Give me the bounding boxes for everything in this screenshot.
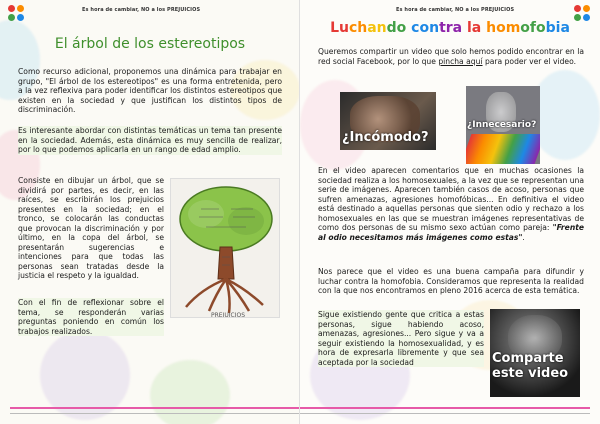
title-segment: tra xyxy=(439,20,467,36)
page-title: El árbol de los estereotipos xyxy=(54,36,246,52)
paragraph-video-intro xyxy=(318,47,584,66)
paragraph-video-description xyxy=(318,166,584,242)
bottom-rule-pink xyxy=(10,407,300,409)
title-segment: Lu xyxy=(330,20,349,36)
video-link[interactable]: pincha aquí xyxy=(438,56,483,66)
share-caption-line1: Comparte xyxy=(492,351,564,366)
right-page xyxy=(300,0,600,424)
page-header: Es hora de cambiar, NO a los PREJUICIOS xyxy=(82,7,201,13)
title-segment: con xyxy=(411,20,440,36)
thumbnail-caption: ¿Innecesario? xyxy=(467,120,537,130)
paragraph-method: Consiste en dibujar un árbol, que se dividirá por partes, es decir, en las raíces, se escribirán los prejuicios presentes en la sociedad; en el tronco, se colocarán las conductas que provocan la discriminación y por último, en la copa del árbol, se presentarán sugerencias e intenciones para que todas las personas sean tratadas desde la justicia el respeto y la igualdad. xyxy=(18,176,164,280)
title-segment: do xyxy=(386,20,412,36)
bottom-rule-gray xyxy=(300,413,590,414)
tree-label: PREJUICIOS xyxy=(211,312,245,318)
bottom-rule-pink xyxy=(300,407,590,409)
title-segment: ch xyxy=(348,20,368,36)
paragraph-reflection: Con el fin de reflexionar sobre el tema, se responderán varias preguntas poniendo en común los trabajos realizados. xyxy=(18,298,164,336)
thumbnail-caption: ¿Incómodo? xyxy=(342,130,429,145)
description-end: . xyxy=(522,232,525,242)
intro-text-end: para poder ver el video. xyxy=(482,56,577,66)
paragraph-intro: Como recurso adicional, proponemos una dinámica para trabajar en grupo, "El árbol de los estereotipos" es una forma entretenida, pero a la vez reflexiva para poder identificar los distintos estereotipos que existen en la sociedad y que justifican los distintos tipos de discriminación. xyxy=(18,67,282,114)
logo-icon xyxy=(8,5,26,23)
tree-drawing-image xyxy=(170,178,280,318)
description-quote: "Frente al odio necesitamos más imágenes como estas" xyxy=(318,223,584,242)
tree-icon xyxy=(171,179,280,318)
title-segment: bia xyxy=(545,20,570,36)
video-thumbnail-unnecessary[interactable] xyxy=(466,86,540,164)
paragraph-closing: Sigue existiendo gente que critica a estas personas, sigue habiendo acoso, amenazas, agresiones... Pero sigue y va a seguir existiendo la homosexualidad, y es hora de expresarla libremente y que sea aceptada por la sociedad xyxy=(318,310,484,367)
paragraph-campaign-opinion: Nos parece que el video es una buena campaña para difundir y luchar contra la homofobia. Consideramos que representa la realidad con la que nos encontramos en pleno 2016 acerca de esta temática. xyxy=(318,267,584,295)
page-title xyxy=(300,20,600,36)
title-segment: la xyxy=(466,20,487,36)
video-thumbnail-uncomfortable[interactable] xyxy=(340,92,436,150)
decorative-handprint xyxy=(150,360,230,424)
title-segment: ofo xyxy=(520,20,546,36)
intro-text: Queremos compartir un video que solo hemos podido encontrar en la red social Facebook, por lo que xyxy=(318,47,584,66)
description-text: En el video aparecen comentarios que en muchas ocasiones la sociedad realiza a los homosexuales, a la vez que se representan una serie de imágenes. Aparecen también casos de acoso, personas que sufren amenazas, agresiones homofóbicas... En definitiva el video está destinado a aquellas personas que sienten odio y rechazo a los homosexuales en las que se muestran imágenes representativas de como dos personas de su mismo sexo actúan como pareja: xyxy=(318,166,584,232)
page-header: Es hora de cambiar, NO a los PREJUICIOS xyxy=(396,7,515,13)
decorative-handprint xyxy=(530,70,600,160)
title-segment: an xyxy=(367,20,387,36)
share-caption-line2: este video xyxy=(492,366,569,381)
bottom-rule-gray xyxy=(10,413,300,414)
video-thumbnail-share[interactable] xyxy=(490,309,580,397)
paragraph-topics: Es interesante abordar con distintas temáticas un tema tan presente en la sociedad. Además, esta dinámica es muy sencilla de realizar, por lo que podemos aplicarla en un rango de edad amplio. xyxy=(18,126,282,154)
title-segment: hom xyxy=(486,20,521,36)
